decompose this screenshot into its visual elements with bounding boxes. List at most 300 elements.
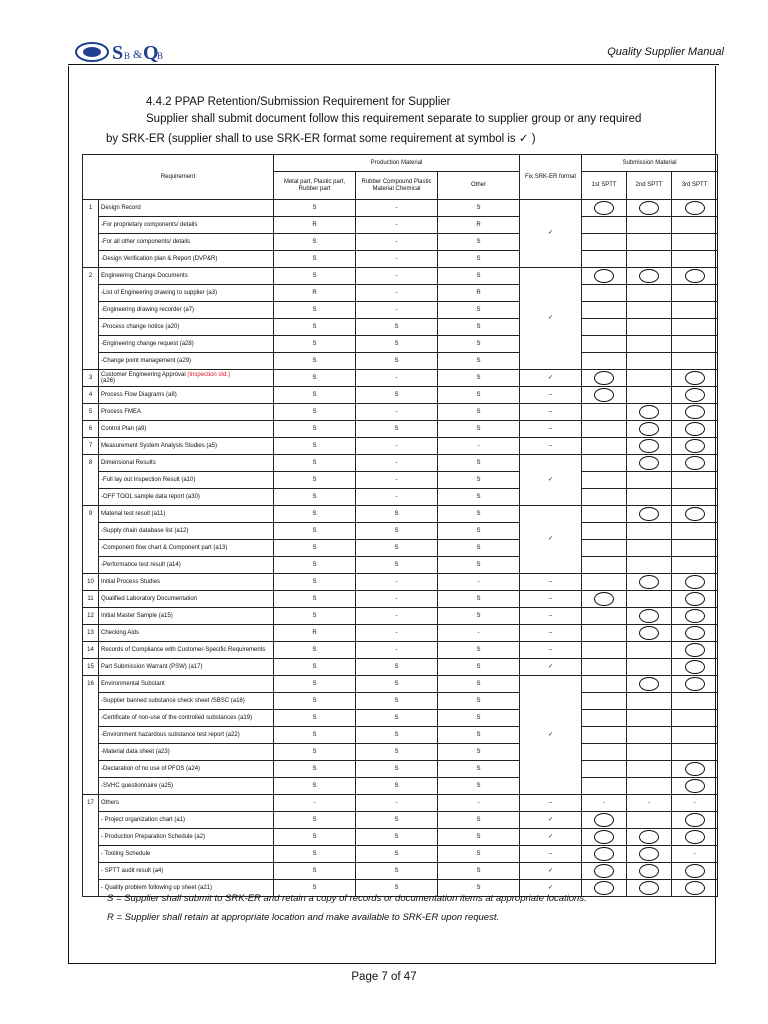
submission-sptt3 bbox=[672, 217, 718, 234]
submission-sptt1 bbox=[582, 880, 627, 897]
metal-value: S bbox=[274, 846, 356, 863]
other-value: S bbox=[438, 863, 520, 880]
requirement-cell bbox=[99, 574, 274, 591]
row-number: 15 bbox=[83, 659, 99, 676]
table-row bbox=[83, 438, 718, 455]
requirement-text: -Supply chain database list (a12) bbox=[101, 527, 189, 534]
requirement-cell bbox=[99, 693, 274, 710]
other-value: S bbox=[438, 761, 520, 778]
submission-sptt1 bbox=[582, 625, 627, 642]
submission-sptt1 bbox=[582, 608, 627, 625]
circle-mark-icon bbox=[594, 371, 614, 385]
table-row bbox=[83, 387, 718, 404]
rubber-value: - bbox=[356, 268, 438, 285]
rubber-value: S bbox=[356, 863, 438, 880]
circle-mark-icon bbox=[685, 405, 705, 419]
requirement-cell bbox=[99, 846, 274, 863]
circle-mark-icon bbox=[594, 388, 614, 402]
metal-value: S bbox=[274, 642, 356, 659]
submission-sptt2 bbox=[627, 574, 672, 591]
fix-format-mark: – bbox=[520, 608, 582, 625]
fix-format-check: ✓ bbox=[520, 200, 582, 268]
requirement-cell bbox=[99, 370, 274, 387]
row-number: 2 bbox=[83, 268, 99, 285]
requirement-cell bbox=[99, 455, 274, 472]
rubber-value: - bbox=[356, 489, 438, 506]
circle-mark-icon bbox=[639, 575, 659, 589]
other-value: S bbox=[438, 268, 520, 285]
circle-mark-icon bbox=[685, 881, 705, 895]
table-row bbox=[83, 455, 718, 472]
rubber-value: S bbox=[356, 676, 438, 693]
other-value: - bbox=[438, 574, 520, 591]
other-value: S bbox=[438, 659, 520, 676]
row-number bbox=[83, 829, 99, 846]
requirement-cell bbox=[99, 217, 274, 234]
submission-sptt2 bbox=[627, 642, 672, 659]
submission-sptt3 bbox=[672, 710, 718, 727]
table-row bbox=[83, 812, 718, 829]
row-number: 12 bbox=[83, 608, 99, 625]
metal-value: S bbox=[274, 438, 356, 455]
submission-sptt2 bbox=[627, 217, 672, 234]
submission-sptt1 bbox=[582, 659, 627, 676]
requirement-cell bbox=[99, 557, 274, 574]
submission-sptt3: - bbox=[672, 795, 718, 812]
requirement-text: - Production Preparation Schedule (a2) bbox=[101, 833, 206, 840]
fix-format-check: ✓ bbox=[520, 506, 582, 574]
row-number bbox=[83, 234, 99, 251]
metal-value: S bbox=[274, 676, 356, 693]
requirement-cell bbox=[99, 625, 274, 642]
metal-value: S bbox=[274, 540, 356, 557]
row-number: 5 bbox=[83, 404, 99, 421]
submission-sptt3 bbox=[672, 404, 718, 421]
submission-sptt2 bbox=[627, 727, 672, 744]
ppap-requirement-table bbox=[82, 154, 718, 897]
submission-sptt2 bbox=[627, 251, 672, 268]
submission-sptt1 bbox=[582, 455, 627, 472]
requirement-cell bbox=[99, 200, 274, 217]
circle-mark-icon bbox=[639, 626, 659, 640]
submission-sptt1 bbox=[582, 506, 627, 523]
requirement-cell bbox=[99, 353, 274, 370]
row-number bbox=[83, 846, 99, 863]
submission-sptt2 bbox=[627, 693, 672, 710]
requirement-cell bbox=[99, 268, 274, 285]
circle-mark-icon bbox=[685, 643, 705, 657]
submission-sptt1 bbox=[582, 710, 627, 727]
submission-sptt1 bbox=[582, 387, 627, 404]
circle-mark-icon bbox=[685, 609, 705, 623]
row-number bbox=[83, 540, 99, 557]
metal-value: S bbox=[274, 812, 356, 829]
row-number bbox=[83, 557, 99, 574]
submission-sptt1 bbox=[582, 693, 627, 710]
requirement-cell bbox=[99, 336, 274, 353]
rubber-value: S bbox=[356, 880, 438, 897]
submission-sptt1 bbox=[582, 812, 627, 829]
rubber-value: - bbox=[356, 217, 438, 234]
fix-format-mark: – bbox=[520, 438, 582, 455]
fix-format-mark: ✓ bbox=[520, 659, 582, 676]
rubber-value: S bbox=[356, 421, 438, 438]
row-number: 16 bbox=[83, 676, 99, 693]
submission-sptt1 bbox=[582, 302, 627, 319]
circle-mark-icon bbox=[685, 439, 705, 453]
table-row bbox=[83, 489, 718, 506]
requirement-text: Dimensional Results bbox=[101, 459, 156, 466]
circle-mark-icon bbox=[594, 847, 614, 861]
metal-value: - bbox=[274, 795, 356, 812]
fix-format-mark: – bbox=[520, 421, 582, 438]
circle-mark-icon bbox=[594, 864, 614, 878]
submission-sptt3 bbox=[672, 200, 718, 217]
rubber-value: S bbox=[356, 319, 438, 336]
submission-sptt1 bbox=[582, 727, 627, 744]
rubber-value: - bbox=[356, 285, 438, 302]
rubber-value: - bbox=[356, 200, 438, 217]
submission-sptt1 bbox=[582, 523, 627, 540]
requirement-text: -Full lay out Inspection Result (a10) bbox=[101, 476, 196, 483]
submission-sptt3 bbox=[672, 370, 718, 387]
requirement-cell bbox=[99, 438, 274, 455]
table-row bbox=[83, 336, 718, 353]
submission-sptt2 bbox=[627, 812, 672, 829]
requirement-text: - Project organization chart (a1) bbox=[101, 816, 186, 823]
submission-sptt2 bbox=[627, 744, 672, 761]
circle-mark-icon bbox=[639, 456, 659, 470]
submission-sptt2 bbox=[627, 829, 672, 846]
other-value: S bbox=[438, 591, 520, 608]
requirement-text: -Performance test result (a14) bbox=[101, 561, 181, 568]
rubber-value: - bbox=[356, 472, 438, 489]
svg-text:B: B bbox=[157, 51, 164, 61]
metal-value: S bbox=[274, 200, 356, 217]
other-value: R bbox=[438, 285, 520, 302]
other-value: S bbox=[438, 829, 520, 846]
submission-sptt1 bbox=[582, 778, 627, 795]
requirement-text: -Change point management (a29) bbox=[101, 357, 192, 364]
requirement-text: Customer Engineering Approval bbox=[101, 371, 186, 378]
row-number bbox=[83, 744, 99, 761]
table-row bbox=[83, 285, 718, 302]
circle-mark-icon bbox=[685, 779, 705, 793]
submission-sptt1 bbox=[582, 574, 627, 591]
submission-sptt3 bbox=[672, 438, 718, 455]
submission-sptt3 bbox=[672, 455, 718, 472]
row-number bbox=[83, 710, 99, 727]
submission-sptt3 bbox=[672, 659, 718, 676]
submission-sptt1 bbox=[582, 676, 627, 693]
fix-format-mark: – bbox=[520, 642, 582, 659]
other-value: S bbox=[438, 387, 520, 404]
footnote-s: S = Supplier shall submit to SRK-ER and retain a copy of records or documentation items at appropriate locations. bbox=[107, 893, 587, 904]
circle-mark-icon bbox=[639, 439, 659, 453]
submission-sptt3 bbox=[672, 387, 718, 404]
other-value: S bbox=[438, 472, 520, 489]
submission-sptt1: - bbox=[582, 795, 627, 812]
other-value: S bbox=[438, 336, 520, 353]
rubber-value: - bbox=[356, 795, 438, 812]
fix-format-mark: – bbox=[520, 625, 582, 642]
row-number bbox=[83, 336, 99, 353]
requirement-text: Measurement System Analysis Studies (a5) bbox=[101, 442, 218, 449]
circle-mark-icon bbox=[639, 881, 659, 895]
metal-value: S bbox=[274, 778, 356, 795]
intro-line-2: by SRK-ER (supplier shall to use SRK-ER format some requirement at symbol is ✓ ) bbox=[106, 133, 536, 145]
requirement-cell bbox=[99, 727, 274, 744]
circle-mark-icon bbox=[594, 881, 614, 895]
submission-sptt3 bbox=[672, 676, 718, 693]
submission-sptt3 bbox=[672, 591, 718, 608]
submission-sptt3 bbox=[672, 693, 718, 710]
table-row bbox=[83, 540, 718, 557]
submission-sptt1 bbox=[582, 319, 627, 336]
rubber-value: S bbox=[356, 693, 438, 710]
section-heading: 4.4.2 PPAP Retention/Submission Requirement for Supplier bbox=[146, 96, 451, 108]
circle-mark-icon bbox=[639, 677, 659, 691]
submission-sptt2 bbox=[627, 438, 672, 455]
requirement-cell bbox=[99, 710, 274, 727]
other-value: S bbox=[438, 727, 520, 744]
metal-value: S bbox=[274, 574, 356, 591]
submission-sptt2 bbox=[627, 387, 672, 404]
metal-value: R bbox=[274, 285, 356, 302]
circle-mark-icon bbox=[685, 388, 705, 402]
table-row bbox=[83, 659, 718, 676]
rubber-value: - bbox=[356, 302, 438, 319]
submission-sptt3 bbox=[672, 829, 718, 846]
table-row bbox=[83, 506, 718, 523]
submission-sptt1 bbox=[582, 404, 627, 421]
submission-sptt1 bbox=[582, 438, 627, 455]
other-value: S bbox=[438, 489, 520, 506]
other-value: - bbox=[438, 795, 520, 812]
metal-value: S bbox=[274, 506, 356, 523]
circle-mark-icon bbox=[639, 864, 659, 878]
requirement-cell bbox=[99, 506, 274, 523]
row-number: 7 bbox=[83, 438, 99, 455]
circle-mark-icon bbox=[685, 592, 705, 606]
fix-format-mark: ✓ bbox=[520, 370, 582, 387]
metal-value: S bbox=[274, 387, 356, 404]
submission-sptt3 bbox=[672, 506, 718, 523]
fix-format-mark: ✓ bbox=[520, 829, 582, 846]
requirement-text: Design Record bbox=[101, 204, 141, 211]
submission-sptt2 bbox=[627, 285, 672, 302]
table-row bbox=[83, 727, 718, 744]
rubber-value: S bbox=[356, 744, 438, 761]
table-row bbox=[83, 302, 718, 319]
submission-sptt1 bbox=[582, 217, 627, 234]
row-number bbox=[83, 863, 99, 880]
intro-line-1: Supplier shall submit document follow this requirement separate to supplier group or any required bbox=[146, 113, 642, 125]
submission-sptt3 bbox=[672, 353, 718, 370]
table-row bbox=[83, 778, 718, 795]
rubber-value: - bbox=[356, 234, 438, 251]
table-row bbox=[83, 251, 718, 268]
rubber-value: S bbox=[356, 557, 438, 574]
submission-sptt1 bbox=[582, 863, 627, 880]
submission-sptt2 bbox=[627, 863, 672, 880]
metal-value: S bbox=[274, 744, 356, 761]
metal-value: S bbox=[274, 421, 356, 438]
circle-mark-icon bbox=[594, 813, 614, 827]
submission-sptt1 bbox=[582, 761, 627, 778]
submission-sptt1 bbox=[582, 370, 627, 387]
fix-format-mark: ✓ bbox=[520, 812, 582, 829]
circle-mark-icon bbox=[685, 422, 705, 436]
submission-sptt3 bbox=[672, 880, 718, 897]
requirement-text: -Engineering change request (a28) bbox=[101, 340, 194, 347]
requirement-text: -List of Engineering drawing to supplier (a3) bbox=[101, 289, 218, 296]
table-row bbox=[83, 795, 718, 812]
submission-sptt1 bbox=[582, 489, 627, 506]
rubber-value: - bbox=[356, 574, 438, 591]
circle-mark-icon bbox=[685, 813, 705, 827]
other-value: S bbox=[438, 693, 520, 710]
row-number: 11 bbox=[83, 591, 99, 608]
requirement-text: Qualified Laboratory Documentation bbox=[101, 595, 198, 602]
rubber-value: S bbox=[356, 829, 438, 846]
submission-sptt3 bbox=[672, 761, 718, 778]
row-number: 10 bbox=[83, 574, 99, 591]
circle-mark-icon bbox=[594, 269, 614, 283]
metal-value: S bbox=[274, 693, 356, 710]
submission-sptt1 bbox=[582, 591, 627, 608]
fix-format-mark: – bbox=[520, 574, 582, 591]
submission-sptt2 bbox=[627, 370, 672, 387]
submission-sptt1 bbox=[582, 285, 627, 302]
other-value: S bbox=[438, 251, 520, 268]
submission-sptt2 bbox=[627, 421, 672, 438]
circle-mark-icon bbox=[639, 405, 659, 419]
other-value: S bbox=[438, 353, 520, 370]
requirement-cell bbox=[99, 387, 274, 404]
submission-sptt3 bbox=[672, 557, 718, 574]
row-number bbox=[83, 880, 99, 897]
row-number: 14 bbox=[83, 642, 99, 659]
requirement-cell bbox=[99, 234, 274, 251]
row-number bbox=[83, 302, 99, 319]
requirement-cell bbox=[99, 404, 274, 421]
metal-value: S bbox=[274, 710, 356, 727]
rubber-value: - bbox=[356, 438, 438, 455]
submission-sptt1 bbox=[582, 744, 627, 761]
submission-sptt1 bbox=[582, 268, 627, 285]
row-number: 4 bbox=[83, 387, 99, 404]
header-submission-material: Submission Material bbox=[582, 155, 718, 172]
table-row bbox=[83, 863, 718, 880]
table-row bbox=[83, 370, 718, 387]
other-value: S bbox=[438, 710, 520, 727]
other-value: S bbox=[438, 642, 520, 659]
submission-sptt2 bbox=[627, 880, 672, 897]
circle-mark-icon bbox=[685, 371, 705, 385]
rubber-value: S bbox=[356, 846, 438, 863]
table-row bbox=[83, 642, 718, 659]
submission-sptt2 bbox=[627, 523, 672, 540]
requirement-text: Engineering Change Documents bbox=[101, 272, 188, 279]
submission-sptt3 bbox=[672, 574, 718, 591]
row-number bbox=[83, 285, 99, 302]
rubber-value: - bbox=[356, 591, 438, 608]
requirement-text: -For proprietary components/ details bbox=[101, 221, 198, 228]
table-row bbox=[83, 744, 718, 761]
table-row bbox=[83, 710, 718, 727]
requirement-text: -Declaration of no use of PFOS (a24) bbox=[101, 765, 201, 772]
requirement-cell bbox=[99, 778, 274, 795]
submission-sptt3 bbox=[672, 268, 718, 285]
header-requirement: Requirement bbox=[83, 155, 274, 200]
requirement-text: -Material data sheet (a23) bbox=[101, 748, 170, 755]
requirement-text: -Supplier banned substance check sheet /SBSC (a18) bbox=[101, 697, 245, 704]
submission-sptt3 bbox=[672, 540, 718, 557]
requirement-cell bbox=[99, 421, 274, 438]
submission-sptt3 bbox=[672, 608, 718, 625]
row-number bbox=[83, 812, 99, 829]
table-row bbox=[83, 200, 718, 217]
table-row bbox=[83, 268, 718, 285]
page-number: Page 7 of 47 bbox=[351, 971, 417, 983]
submission-sptt3 bbox=[672, 727, 718, 744]
metal-value: S bbox=[274, 863, 356, 880]
requirement-text: - Quality problem following up sheet (a21) bbox=[101, 884, 213, 891]
fix-format-mark: ✓ bbox=[520, 863, 582, 880]
requirement-cell bbox=[99, 744, 274, 761]
submission-sptt1 bbox=[582, 557, 627, 574]
rubber-value: S bbox=[356, 727, 438, 744]
metal-value: S bbox=[274, 880, 356, 897]
requirement-cell bbox=[99, 302, 274, 319]
requirement-text: -Component flow chart & Component part (a13) bbox=[101, 544, 228, 551]
other-value: S bbox=[438, 302, 520, 319]
requirement-cell bbox=[99, 608, 274, 625]
submission-sptt2 bbox=[627, 846, 672, 863]
submission-sptt3 bbox=[672, 302, 718, 319]
submission-sptt3 bbox=[672, 489, 718, 506]
metal-value: S bbox=[274, 268, 356, 285]
footnote-r: R = Supplier shall retain at appropriate location and make available to SRK-ER upon request. bbox=[107, 912, 500, 923]
other-value: S bbox=[438, 523, 520, 540]
fix-format-mark: – bbox=[520, 846, 582, 863]
fix-format-mark: – bbox=[520, 404, 582, 421]
fix-format-mark: – bbox=[520, 795, 582, 812]
svg-text:&: & bbox=[133, 47, 143, 61]
header-fix-format: Fix SRK-ER format bbox=[520, 155, 582, 200]
submission-sptt1 bbox=[582, 829, 627, 846]
submission-sptt2 bbox=[627, 455, 672, 472]
other-value: S bbox=[438, 234, 520, 251]
row-number bbox=[83, 472, 99, 489]
rubber-value: - bbox=[356, 625, 438, 642]
metal-value: S bbox=[274, 455, 356, 472]
rubber-value: S bbox=[356, 710, 438, 727]
requirement-text: Records of Compliance with Customer-Specific Requirements bbox=[101, 646, 266, 653]
submission-sptt2 bbox=[627, 200, 672, 217]
submission-sptt2 bbox=[627, 336, 672, 353]
circle-mark-icon bbox=[639, 847, 659, 861]
metal-value: S bbox=[274, 370, 356, 387]
table-row bbox=[83, 421, 718, 438]
fix-format-check: ✓ bbox=[520, 676, 582, 795]
submission-sptt2 bbox=[627, 506, 672, 523]
table-row bbox=[83, 608, 718, 625]
requirement-cell bbox=[99, 795, 274, 812]
row-number bbox=[83, 353, 99, 370]
requirement-text: - SPTT audit result (a4) bbox=[101, 867, 164, 874]
